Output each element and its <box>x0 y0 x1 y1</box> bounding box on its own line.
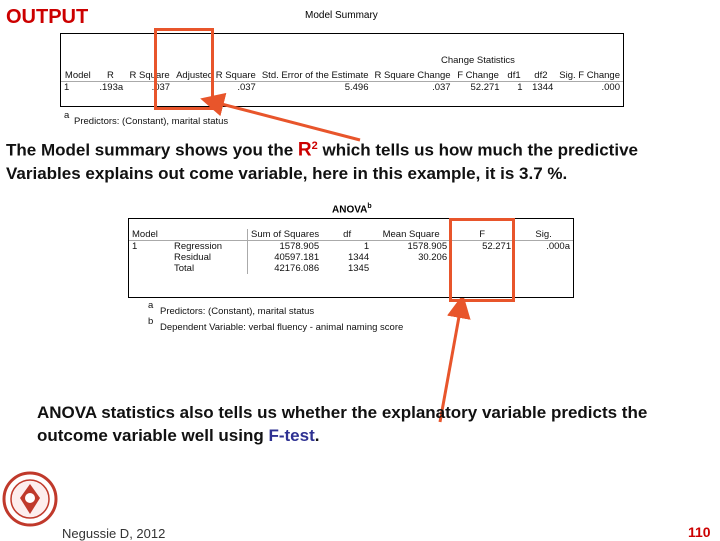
table-cell: Regression <box>174 241 223 252</box>
ms-header-std-error: Std. Error of the Estimate <box>261 70 369 81</box>
table-cell: 1 <box>64 82 70 93</box>
anova-header-sum-of-squares: Sum of Squares <box>248 229 323 241</box>
ms-header-df1: df1 <box>507 70 521 81</box>
paragraph-anova <box>37 401 677 447</box>
anova-header-sig: Sig. <box>535 229 552 240</box>
table-cell: .037 <box>432 82 451 93</box>
paragraph2-end: . <box>314 426 320 445</box>
table-cell: .037 <box>237 82 256 93</box>
anova-header-model: Model <box>132 229 158 240</box>
university-seal-logo <box>2 468 58 530</box>
model-summary-caption: Model Summary <box>305 10 378 21</box>
table-cell: 1344 <box>347 252 370 263</box>
anova-model-number: 1 <box>132 241 138 252</box>
ms-header-df2: df2 <box>534 70 548 81</box>
arrow-to-rsquare <box>206 100 360 140</box>
table-cell: .037 <box>151 82 171 93</box>
table-cell: 42176.086 <box>248 263 323 274</box>
ms-header-r: R <box>107 70 114 81</box>
anova-caption-sup: b <box>367 203 372 210</box>
model-summary-footnote: Predictors: (Constant), marital status <box>74 116 229 127</box>
paragraph1-text-after: which tells us how much the predictive Variables explains out come variable, here in this example, it is 3.7 %. <box>6 140 638 183</box>
table-cell: 1578.905 <box>248 241 323 253</box>
table-cell: 1578.905 <box>407 241 448 252</box>
table-cell: 1 <box>363 241 370 252</box>
table-cell: 5.496 <box>344 82 369 93</box>
table-cell: 52.271 <box>482 241 512 252</box>
paragraph-model-summary <box>6 135 706 185</box>
anova-caption-text: ANOVA <box>332 204 368 216</box>
table-cell: 1 <box>517 82 523 93</box>
anova-footnote-b-letter: b <box>148 316 154 327</box>
anova-caption <box>330 203 374 215</box>
model-summary-footnote-letter: a <box>64 110 70 121</box>
table-cell: Residual <box>174 252 211 263</box>
table-cell: 30.206 <box>418 252 448 263</box>
table-cell <box>372 263 450 274</box>
ms-header-f-change: F Change <box>457 70 499 81</box>
paragraph2-text: ANOVA statistics also tells us whether the explanatory variable predicts the outcome variable well using <box>37 403 648 445</box>
table-cell: 40597.181 <box>248 252 323 263</box>
table-cell: 1345 <box>347 263 370 274</box>
ms-header-rsq-change: R Square Change <box>374 70 451 81</box>
anova-footnote-b: Dependent Variable: verbal fluency - animal naming score <box>160 322 404 333</box>
r-superscript: 2 <box>311 140 318 152</box>
change-statistics-label: Change Statistics <box>441 55 515 66</box>
table-cell: .000a <box>546 241 570 252</box>
ms-header-rsquare: R Square <box>129 70 170 81</box>
page-number: 110 <box>688 524 711 540</box>
table-cell: .193a <box>99 82 124 93</box>
f-highlight-box <box>449 218 515 302</box>
table-cell <box>514 252 573 263</box>
anova-header-df: df <box>343 229 352 240</box>
anova-header-f: F <box>479 229 486 240</box>
ms-header-sig-f-change: Sig. F Change <box>559 70 620 81</box>
anova-footnote-a-letter: a <box>148 300 154 311</box>
table-cell <box>514 263 573 274</box>
paragraph1-text: The Model summary shows you the <box>6 140 298 160</box>
slide-title: OUTPUT <box>6 6 89 28</box>
ms-header-model: Model <box>64 70 91 81</box>
anova-header-mean-square: Mean Square <box>382 229 440 240</box>
anova-footnote-a: Predictors: (Constant), marital status <box>160 306 315 317</box>
table-cell: .000 <box>601 82 620 93</box>
ms-header-adj-rsquare: Adjusted R Square <box>176 70 256 81</box>
footer-author: Negussie D, 2012 <box>62 526 166 541</box>
r-symbol: R <box>297 139 312 161</box>
ftest-term: F-test <box>268 426 315 445</box>
table-cell: 1344 <box>532 82 554 93</box>
table-cell: 52.271 <box>470 82 500 93</box>
anova-header-blank <box>171 229 248 241</box>
table-cell: Total <box>174 263 195 274</box>
